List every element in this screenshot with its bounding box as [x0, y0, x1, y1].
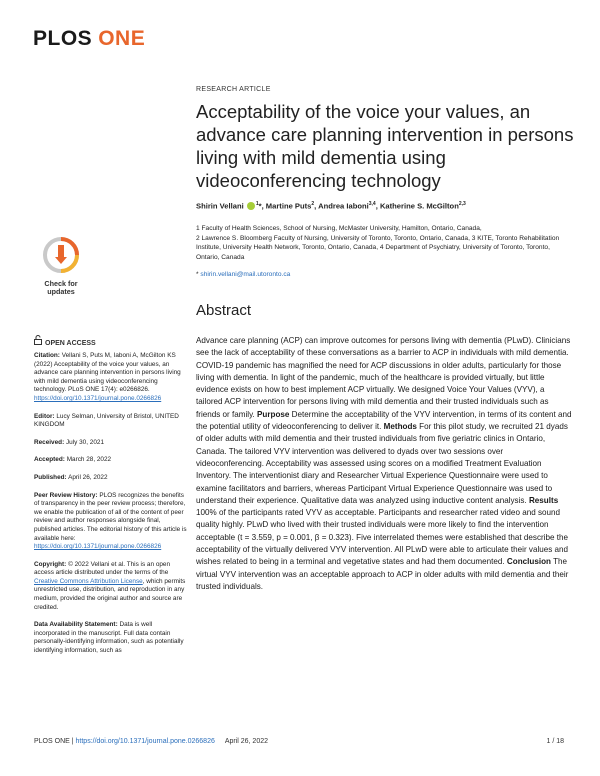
- abstract-heading: Abstract: [196, 302, 252, 319]
- methods-label: Methods: [383, 422, 417, 432]
- accepted-date: March 28, 2022: [66, 456, 112, 464]
- journal-logo[interactable]: [33, 27, 145, 51]
- data-availability-label: Data Availability Statement:: [34, 621, 118, 629]
- copyright-block: [34, 561, 187, 613]
- page-number: 1 / 18: [546, 738, 564, 745]
- email-marker: *: [196, 271, 199, 278]
- citation-text: Vellani S, Puts M, Iaboni A, McGilton KS (2022) Acceptability of the voice your values, an advance care planning intervention in persons living with mild dementia using videoconferencing technology. PLoS ONE 17(4): e0266826.: [34, 352, 181, 394]
- published-block: [34, 474, 187, 483]
- received-label: Received:: [34, 438, 65, 446]
- conclusion-text: The virtual VYV intervention was an acceptable approach to ACP in older adults with mild dementia and their trusted individuals.: [196, 557, 569, 591]
- check-for-updates-badge[interactable]: [36, 237, 86, 297]
- peer-review-label: Peer Review History:: [34, 491, 98, 499]
- copyright-text-end: , which permits unrestricted use, distribution, and reproduction in any medium, provided the original author and source are credited.: [34, 577, 186, 611]
- results-label: Results: [528, 495, 559, 505]
- author-name[interactable]: Shirin Vellani: [196, 201, 244, 211]
- editor-text: Lucy Selman, University of Bristol, UNITED KINGDOM: [34, 412, 179, 429]
- data-availability-block: [34, 621, 187, 655]
- citation-doi-link[interactable]: https://doi.org/10.1371/journal.pone.0266826: [34, 394, 162, 402]
- copyright-label: Copyright:: [34, 560, 67, 568]
- received-block: [34, 439, 187, 448]
- author-name[interactable]: Andrea Iaboni: [318, 201, 369, 211]
- conclusion-label: Conclusion: [506, 557, 551, 567]
- author-affiliation-sup: 2,3: [458, 201, 466, 207]
- received-date: July 30, 2021: [65, 438, 105, 446]
- journal-logo-one: ONE: [98, 27, 146, 50]
- published-date: April 26, 2022: [68, 473, 108, 481]
- citation-label: Citation:: [34, 352, 60, 359]
- journal-logo-plos: PLOS: [33, 27, 93, 50]
- affiliation-line: 2 Lawrence S. Bloomberg Faculty of Nursing, University of Toronto, Toronto, Ontario, Canada, 3 KITE, Toronto Rehabilitation Institute, University Health Network, Toronto, Ontario, Canada, 4 Department of Psychiatry, University of Toronto, Toronto, Ontario, Canada: [196, 234, 560, 261]
- results-text: 100% of the participants rated VYV as acceptable. Participants and researcher rated video and sound quality highly. PLwD who lived with their trusted individuals were more likely to find the intervention acceptable (t = 3.559, p = 0.001, β = 0.323). Five interrelated themes were established that describe the acceptability of the virtually delivered VYV intervention. All PLwD were able to articulate their values and wishes related to being in a terminal and vegetative states and had them documented.: [196, 508, 569, 567]
- accepted-label: Accepted:: [34, 456, 65, 464]
- author-list: Shirin Vellani $^1$*, Martine Puts$^2$, Andrea Iaboni$^{3,4}$, Katherine S. McGilton$^{2,3}$: [196, 201, 466, 211]
- peer-review-link[interactable]: https://doi.org/10.1371/journal.pone.0266826: [34, 543, 162, 551]
- author-name[interactable]: Katherine S. McGilton: [379, 201, 459, 211]
- open-access-text: OPEN ACCESS: [45, 340, 96, 347]
- orcid-icon[interactable]: [247, 202, 255, 210]
- data-availability-text: Data is well incorporated in the manuscript. Full data contain personally-identifying information, such as potentially identifying information, such as: [34, 621, 184, 655]
- corresponding-email: [196, 271, 290, 278]
- author-affiliation-sup: 2: [311, 201, 315, 207]
- author-affiliation-sup: 3,4: [368, 201, 376, 207]
- peer-review-text: PLOS recognizes the benefits of transparency in the peer review process; therefore, we enable the publication of all of the content of peer review and author responses alongside final, published articles. The editorial history of this article is available here:: [34, 491, 187, 542]
- editor-block: [34, 413, 187, 430]
- article-type: RESEARCH ARTICLE: [196, 86, 271, 93]
- abstract-intro: Advance care planning (ACP) can improve outcomes for persons living with dementia (PLwD). Clinicians see the lack of acceptability of these conversations as a barrier to ACP in individuals with mild dementia. COVID-19 pandemic has magnified the need for ACP discussions in older adults, particularly for those living with dementia. In light of the pandemic, much of the healthcare is provided virtually, but little evidence exists on how to best implement ACP virtually. We designed Voice Your Values (VYV), a tailored ACP intervention for persons living with mild dementia and their trusted individuals such as friends or family.: [196, 336, 571, 419]
- check-updates-line2: updates: [47, 287, 75, 296]
- open-lock-icon: [34, 335, 42, 347]
- footer-date: April 26, 2022: [224, 738, 269, 745]
- footer-journal: PLOS ONE: [34, 738, 70, 745]
- license-link[interactable]: Creative Commons Attribution License: [34, 577, 143, 585]
- open-access-label: [34, 335, 96, 347]
- purpose-label: Purpose: [257, 409, 290, 419]
- affiliations: [196, 224, 568, 262]
- peer-review-block: [34, 492, 187, 552]
- abstract-body: [196, 335, 573, 593]
- footer-separator: |: [69, 738, 76, 745]
- email-link[interactable]: shirin.vellani@mail.utoronto.ca: [200, 271, 291, 278]
- check-for-updates-icon: [36, 237, 86, 273]
- author-name[interactable]: Martine Puts: [265, 201, 312, 211]
- citation-block: [34, 352, 187, 404]
- footer-doi-link[interactable]: https://doi.org/10.1371/journal.pone.0266826: [75, 738, 215, 745]
- purpose-text: Determine the acceptability of the VYV intervention, in terms of its content and the potential utility of videoconferencing to deliver it.: [196, 409, 572, 432]
- affiliation-line: 1 Faculty of Health Sciences, School of Nursing, McMaster University, Hamilton, Ontario, Canada,: [196, 225, 482, 232]
- methods-text: For this pilot study, we recruited 21 dyads of older adults with mild dementia and their trusted individuals from five geriatric clinics in Ontario, Canada. The tailored VYV intervention was delivered to dyads over two sessions over videoconferencing. Acceptability was assessed using scores on a modified Treatment Evaluation Inventory. The interventionist diary and Researcher Virtual Experience Questionnaire were used to examine facilitators and barriers, whereas Participant Virtual Experience Questionnaire was used to understand their experience. Qualitative data was analyzed using inductive content analysis.: [196, 422, 568, 505]
- page-footer: [34, 738, 564, 745]
- article-info-sidebar: [34, 352, 187, 665]
- corresponding-marker: *: [258, 201, 262, 211]
- editor-label: Editor:: [34, 412, 55, 420]
- author-affiliation-sup: 1: [255, 201, 259, 207]
- published-label: Published:: [34, 473, 67, 481]
- article-title: Acceptability of the voice your values, an advance care planning intervention in persons living with mild dementia using videoconferencing technology: [196, 101, 574, 191]
- accepted-block: [34, 456, 187, 465]
- copyright-text: © 2022 Vellani et al. This is an open access article distributed under the terms of the: [34, 560, 171, 577]
- check-updates-line1: Check for: [44, 279, 78, 288]
